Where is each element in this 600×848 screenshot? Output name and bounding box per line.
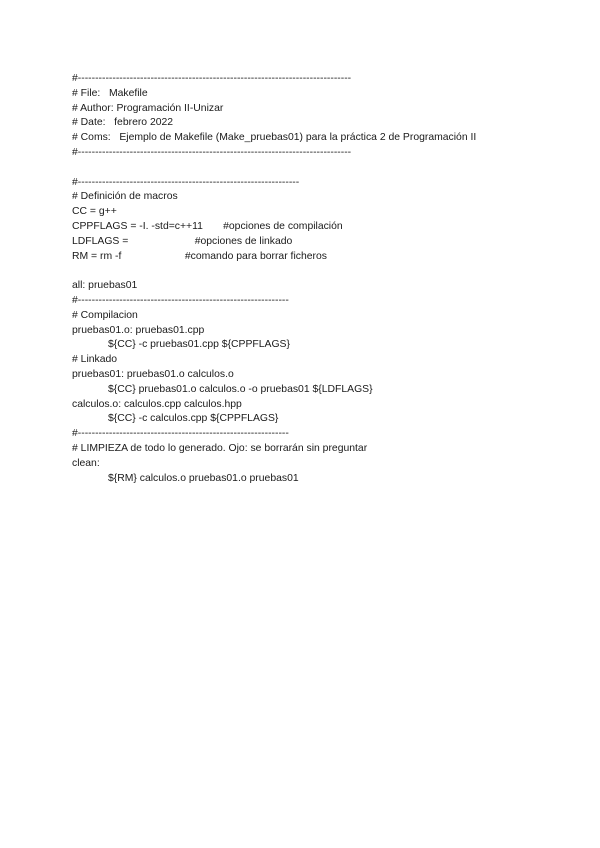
text-line: ${CC} -c calculos.cpp ${CPPFLAGS} <box>108 413 279 425</box>
text-line: #---------------------------------------------------------------- <box>72 176 300 188</box>
text-line: ${RM} calculos.o pruebas01.o pruebas01 <box>108 472 299 484</box>
text-line: clean: <box>72 457 100 469</box>
text-line: #------------------------------------------------------------------------------- <box>72 73 352 84</box>
text-line: # Date: febrero 2022 <box>72 117 174 129</box>
text-line: # Compilacion <box>72 309 138 321</box>
text-line: pruebas01: pruebas01.o calculos.o <box>72 368 234 380</box>
text-line: # Definición de macros <box>72 191 178 203</box>
text-line: # File: Makefile <box>72 87 148 99</box>
text-line: RM = rm -f #comando para borrar ficheros <box>72 250 327 262</box>
text-line: #------------------------------------------------------------- <box>72 294 289 306</box>
text-line: # Linkado <box>72 354 118 366</box>
blank-line <box>72 264 582 279</box>
text-line: #------------------------------------------------------------------------------- <box>72 146 352 158</box>
text-line: pruebas01.o: pruebas01.cpp <box>72 324 205 336</box>
text-line: CC = g++ <box>72 206 117 218</box>
blank-line <box>72 161 582 176</box>
text-line: # Coms: Ejemplo de Makefile (Make_pruebas01) para la práctica 2 de Programación II <box>72 132 477 144</box>
text-line: # Author: Programación II-Unizar <box>72 102 224 114</box>
makefile-text-body <box>72 72 582 486</box>
text-line: all: pruebas01 <box>72 280 138 292</box>
text-line: CPPFLAGS = -I. -std=c++11 #opciones de compilación <box>72 220 343 232</box>
text-line: ${CC} -c pruebas01.cpp ${CPPFLAGS} <box>108 339 290 351</box>
text-line: #------------------------------------------------------------- <box>72 428 289 440</box>
text-line: LDFLAGS = #opciones de linkado <box>72 235 293 247</box>
text-line: calculos.o: calculos.cpp calculos.hpp <box>72 398 242 410</box>
text-line: # LIMPIEZA de todo lo generado. Ojo: se borrarán sin preguntar <box>72 442 368 454</box>
text-line: ${CC} pruebas01.o calculos.o -o pruebas01 ${LDFLAGS} <box>108 383 373 395</box>
